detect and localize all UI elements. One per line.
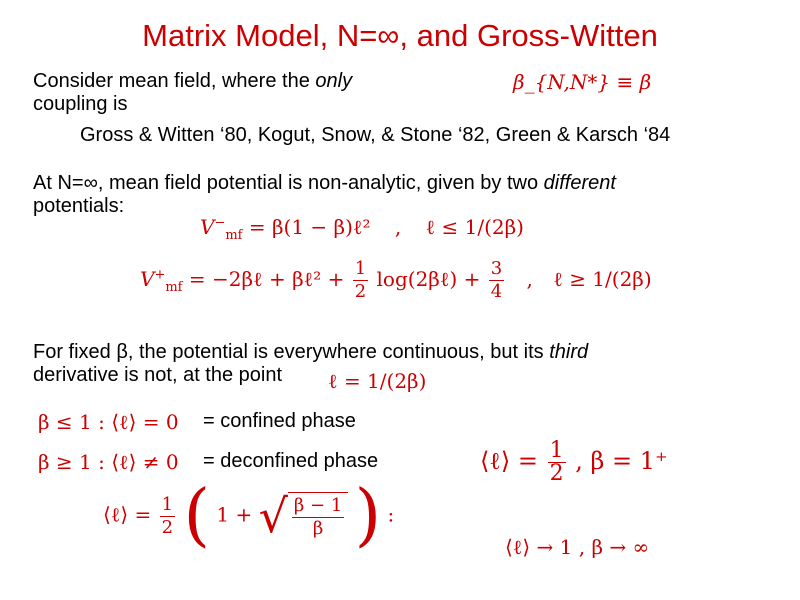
pm-cond: ℓ ≤ 1/(2β) (425, 215, 524, 239)
ell-num: 1 (161, 493, 174, 515)
ninf-text (33, 172, 616, 218)
confined-formula: β ≤ 1 : ⟨ℓ⟩ = 0 (38, 410, 179, 434)
crit-den: 2 (549, 461, 564, 486)
right-paren: ) (354, 476, 382, 555)
pp-sup: + (154, 267, 166, 283)
pp-half-fraction (353, 258, 368, 303)
ell-half-fraction (160, 494, 175, 539)
pp-rhs-a: = −2βℓ + βℓ² + (188, 267, 345, 291)
pp-cond: ℓ ≥ 1/(2β) (553, 267, 652, 291)
coupling-formula: β_{N,N*} ≡ β (513, 70, 652, 94)
ell-lhs: ⟨ℓ⟩ = (103, 502, 152, 527)
crit-lhs: ⟨ℓ⟩ = (480, 447, 538, 475)
pp-lhs: V (140, 267, 155, 291)
sqrt-fraction (292, 495, 344, 540)
ell-tail: : (387, 502, 395, 527)
pm-lhs: V (200, 215, 215, 239)
intro-only: only (315, 70, 353, 92)
pp-half-num: 1 (354, 258, 367, 279)
left-paren: ( (183, 476, 211, 555)
limit-formula: ⟨ℓ⟩ → 1 , β → ∞ (505, 535, 650, 559)
crit-rest: , β = 1⁺ (575, 447, 668, 475)
intro-text (33, 70, 352, 116)
pp-half-den: 2 (354, 281, 367, 302)
fixed-beta-text (33, 341, 588, 387)
pp-quarter-fraction (489, 258, 504, 303)
intro-line1: Consider mean field, where the (33, 70, 316, 92)
references: Gross & Witten ‘80, Kogut, Snow, & Stone ‘82, Green & Karsch ‘84 (80, 124, 671, 146)
pp-sep: , (526, 267, 533, 291)
sqrt-num: β − 1 (293, 495, 343, 516)
point-formula: ℓ = 1/(2β) (328, 369, 427, 393)
radical-sign: √ (258, 489, 288, 543)
pm-sup: − (214, 215, 226, 231)
slide-title: Matrix Model, N=∞, and Gross-Witten (142, 18, 658, 53)
ell-one-plus: 1 + (216, 502, 253, 527)
ninf-line2: potentials: (33, 195, 125, 217)
sqrt-den: β (312, 518, 324, 539)
crit-fraction (548, 440, 566, 485)
confined-label: = confined phase (203, 410, 356, 432)
ninf-line1: At N=∞, mean field potential is non-analytic, given by two (33, 172, 544, 194)
ell-formula (103, 476, 395, 555)
fixed-line2: derivative is not, at the point (33, 364, 283, 386)
pp-q-den: 4 (490, 281, 503, 302)
pm-sub: mf (225, 228, 243, 243)
deconfined-formula: β ≥ 1 : ⟨ℓ⟩ ≠ 0 (38, 450, 179, 474)
ninf-different: different (543, 172, 616, 194)
ell-den: 2 (161, 516, 174, 538)
fixed-third: third (549, 341, 589, 363)
pm-sep: , (394, 215, 402, 239)
pp-sub: mf (165, 280, 183, 295)
crit-num: 1 (549, 438, 564, 463)
pp-rhs-b: log(2βℓ) + (376, 267, 481, 291)
deconfined-label: = deconfined phase (203, 450, 379, 472)
fixed-line1: For fixed β, the potential is everywhere continuous, but its (33, 341, 550, 363)
sqrt-expression (258, 489, 349, 543)
pp-q-num: 3 (490, 258, 503, 279)
pm-rhs: = β(1 − β)ℓ² (248, 215, 371, 239)
potential-minus-formula (200, 215, 524, 243)
intro-line2: coupling is (33, 93, 128, 115)
critical-formula (480, 440, 668, 485)
potential-plus-formula (140, 258, 652, 303)
